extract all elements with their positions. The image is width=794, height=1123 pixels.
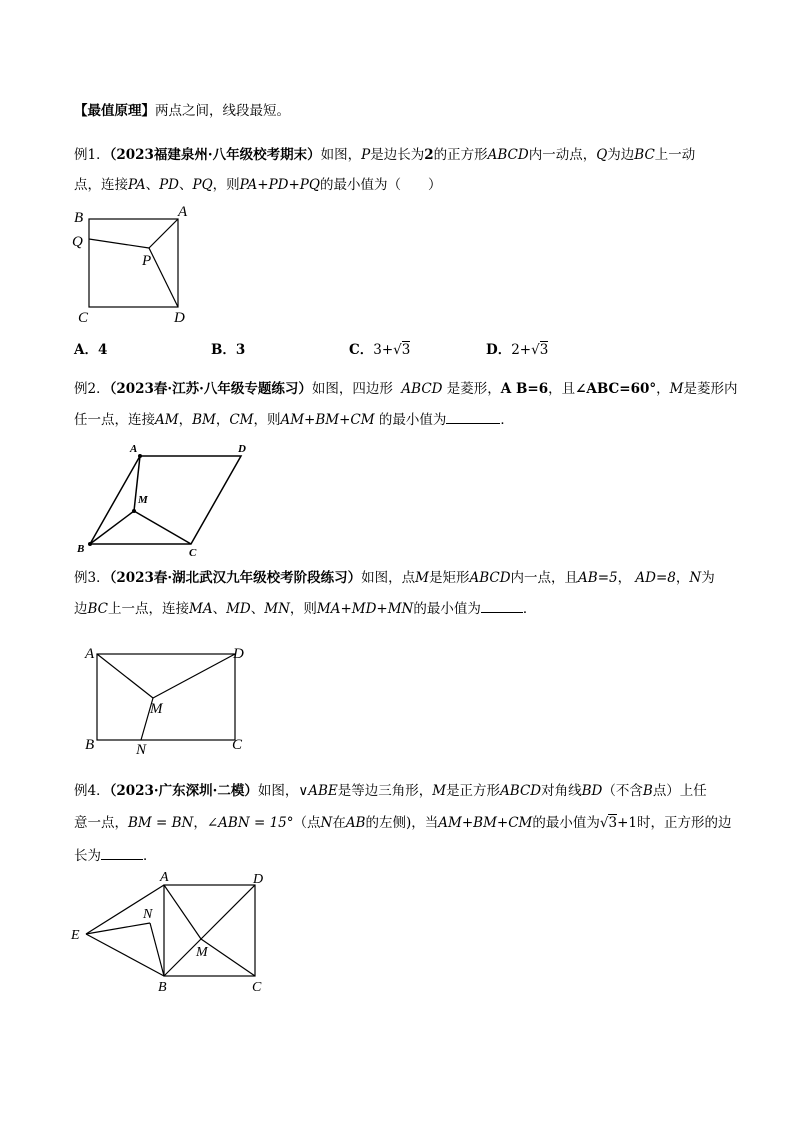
text: ，则 <box>212 177 240 193</box>
math: BM = BN <box>128 815 194 831</box>
math: B <box>642 783 653 799</box>
math: BC <box>634 147 655 163</box>
text: 如图， <box>257 783 299 799</box>
text: 、 <box>145 177 160 193</box>
math: PA <box>128 177 146 193</box>
ex1-label: 例1． <box>74 147 110 163</box>
text: 上一动 <box>654 147 696 163</box>
math: ∠ABN = 15° <box>206 815 294 831</box>
text: ， <box>656 381 670 397</box>
math: CM <box>229 412 254 428</box>
ex1-option-b[interactable] <box>211 340 245 360</box>
ex1-option-d[interactable] <box>486 340 548 360</box>
ex1-option-a[interactable] <box>74 340 107 360</box>
ex2-label-b: B <box>77 543 85 555</box>
ex1-label-b: B <box>74 210 84 226</box>
math: ABCD <box>487 147 529 163</box>
principle-tag: 【最值原理】 <box>74 103 155 119</box>
ex4-segment-eb <box>86 934 164 976</box>
text: 是正方形 <box>446 783 501 799</box>
ex4-label-d: D <box>253 872 264 887</box>
math: AD=8 <box>635 570 676 586</box>
math: M <box>432 783 447 799</box>
ex2-figure <box>70 440 260 560</box>
sqrt-sign: √ <box>393 342 402 358</box>
text: ，且 <box>548 381 576 397</box>
ex1-line1 <box>74 145 695 165</box>
text: 边 <box>74 601 88 617</box>
math: M <box>669 381 684 397</box>
ex4-label-a: A <box>160 870 169 885</box>
ex4-label-c: C <box>252 980 262 995</box>
ex3-segment-md <box>153 654 235 698</box>
ex3-label: 例3． <box>74 570 110 586</box>
text: 是矩形 <box>428 570 470 586</box>
ex3-source: （2023春·湖北武汉九年级校考阶段练习） <box>109 570 362 586</box>
text: +1 <box>617 815 637 831</box>
ex2-label-c: C <box>189 547 197 559</box>
ex3-line2 <box>74 598 536 619</box>
text: 的最小值为（ ） <box>319 177 442 193</box>
ex4-segment-mc <box>201 939 255 976</box>
ex2-source: （2023春·江苏·八年级专题练习） <box>109 381 312 397</box>
ex3-figure <box>80 640 260 760</box>
text: 、 <box>212 601 227 617</box>
ex3-line1 <box>74 568 715 588</box>
text: ，则 <box>253 412 281 428</box>
ex4-line3 <box>74 845 157 866</box>
math: BC <box>87 601 109 617</box>
ex1-figure <box>60 200 210 330</box>
ex3-label-n: N <box>136 742 147 758</box>
math: MA <box>189 601 213 617</box>
option-letter: C． <box>349 342 374 358</box>
option-value: 3 <box>235 342 246 358</box>
ex4-line1 <box>74 781 707 801</box>
text: （不含 <box>602 783 643 799</box>
text: 点，连接 <box>74 177 128 193</box>
option-letter: D． <box>486 342 512 358</box>
text: ． <box>522 601 537 617</box>
text: 上一点，连接 <box>108 601 190 617</box>
ex1-label-a: A <box>178 204 188 220</box>
answer-blank[interactable] <box>446 409 500 424</box>
text: 如图，点 <box>361 570 416 586</box>
radicand: 3 <box>539 342 549 358</box>
ex4-label-m: M <box>196 945 208 960</box>
radicand: 3 <box>401 342 411 358</box>
text: 任一点，连接 <box>74 412 155 428</box>
math: AB=5 <box>578 570 618 586</box>
math: PA+PD+PQ <box>239 177 320 193</box>
text: 是边长为 <box>370 147 425 163</box>
text: 为边 <box>607 147 635 163</box>
answer-blank[interactable] <box>481 598 523 613</box>
ex1-label-c: C <box>78 310 89 326</box>
ex3-label-b: B <box>85 737 95 753</box>
math: BD <box>581 783 603 799</box>
ex2-label-d: D <box>238 443 246 455</box>
option-letter: A． <box>74 342 98 358</box>
ex4-figure <box>66 866 276 996</box>
ex3-label-d: D <box>233 646 244 662</box>
math: ∨ABE <box>298 783 338 799</box>
ex4-diagonal-bd <box>164 885 255 976</box>
option-value: 4 <box>97 342 108 358</box>
ex4-label: 例4． <box>74 783 110 799</box>
text: 的最小值为 <box>378 412 447 428</box>
math: ABCD <box>469 570 511 586</box>
text: 、 <box>179 177 193 193</box>
math: BM <box>192 412 216 428</box>
text: ， <box>215 412 230 428</box>
math: PQ <box>192 177 213 193</box>
ex2-point-b <box>88 542 92 546</box>
text: ． <box>500 412 514 428</box>
ex4-label-n: N <box>143 907 153 922</box>
text: 对角线 <box>541 783 582 799</box>
math: ABCD <box>500 783 542 799</box>
math: M <box>415 570 429 586</box>
option-value: 2+ <box>511 342 532 358</box>
text: 时，正方形的边 <box>636 815 732 831</box>
text: 为 <box>701 570 715 586</box>
text: 是菱形内 <box>683 381 738 397</box>
ex4-segment-nb <box>150 923 164 976</box>
principle-text: 两点之间，线段最短。 <box>155 103 290 119</box>
ex3-rectangle <box>97 654 235 740</box>
math: Q <box>596 147 608 163</box>
radicand: 3 <box>608 815 618 831</box>
text: 的正方形 <box>433 147 488 163</box>
math: AM+BM+CM <box>438 815 533 831</box>
math: A B=6 <box>500 381 549 397</box>
math: AM+BM+CM <box>280 412 375 428</box>
number: 2 <box>424 147 434 163</box>
ex2-line2 <box>74 409 514 430</box>
ex1-label-p: P <box>142 253 152 269</box>
text: ， <box>617 570 632 586</box>
option-letter: B． <box>211 342 236 358</box>
ex3-label-c: C <box>232 737 243 753</box>
text: 内一动点， <box>528 147 597 163</box>
ex2-point-a <box>138 454 142 458</box>
ex4-segment-am <box>164 885 201 939</box>
math: N <box>320 815 333 831</box>
ex1-segment-pd <box>149 248 178 307</box>
text: 的左侧)，当 <box>365 815 439 831</box>
ex1-line2 <box>74 175 441 195</box>
ex2-rhombus <box>90 456 241 544</box>
ex2-label-a: A <box>130 443 138 455</box>
text: 内一点，且 <box>510 570 579 586</box>
text: 是等边三角形， <box>337 783 433 799</box>
math: AM <box>155 412 179 428</box>
text: ． <box>143 848 157 864</box>
text: ， <box>193 815 207 831</box>
math: MD <box>226 601 251 617</box>
text: ， <box>178 412 193 428</box>
ex4-label-e: E <box>71 928 80 943</box>
math: MA+MD+MN <box>316 601 414 617</box>
ex1-segment-pq <box>89 239 149 248</box>
math: AB <box>345 815 366 831</box>
ex1-source: （2023福建泉州·八年级校考期末） <box>109 147 321 163</box>
ex2-point-m <box>132 509 136 513</box>
ex3-label-a: A <box>85 646 95 662</box>
math: MN <box>264 601 290 617</box>
answer-blank[interactable] <box>101 845 143 860</box>
math: ABCD <box>401 381 443 397</box>
math: ∠ABC=60° <box>575 381 657 397</box>
math: N <box>689 570 702 586</box>
ex3-label-m: M <box>150 701 163 717</box>
ex1-label-d: D <box>174 310 185 326</box>
ex2-segment-cm <box>134 511 191 544</box>
text: 的最小值为 <box>532 815 600 831</box>
ex4-label-b: B <box>158 980 167 995</box>
text: 的最小值为 <box>413 601 481 617</box>
ex2-segment-bm <box>90 511 134 544</box>
sqrt-sign: √ <box>531 342 540 358</box>
sqrt-sign: √ <box>599 815 609 831</box>
ex1-segment-pa <box>149 219 178 248</box>
text: ，则 <box>289 601 317 617</box>
text: 是菱形， <box>446 381 501 397</box>
text: 意一点， <box>74 815 128 831</box>
ex2-line1 <box>74 379 737 399</box>
text: 点）上任 <box>652 783 707 799</box>
text: （点 <box>293 815 321 831</box>
text: 、 <box>250 601 265 617</box>
ex2-label-m: M <box>138 494 148 506</box>
ex4-line2 <box>74 813 731 833</box>
text: 在 <box>332 815 346 831</box>
math: PD <box>159 177 180 193</box>
ex4-source: （2023·广东深圳·二模） <box>109 783 258 799</box>
ex1-label-q: Q <box>72 234 83 250</box>
ex3-segment-ma <box>97 654 153 698</box>
ex1-option-c[interactable] <box>349 340 410 360</box>
math: P <box>361 147 371 163</box>
text: 如图， <box>320 147 362 163</box>
ex2-label: 例2． <box>74 381 110 397</box>
principle-line <box>74 101 290 121</box>
text: ， <box>675 570 690 586</box>
option-value: 3+ <box>373 342 394 358</box>
text: 如图，四边形 <box>311 381 393 397</box>
text: 长为 <box>74 848 101 864</box>
